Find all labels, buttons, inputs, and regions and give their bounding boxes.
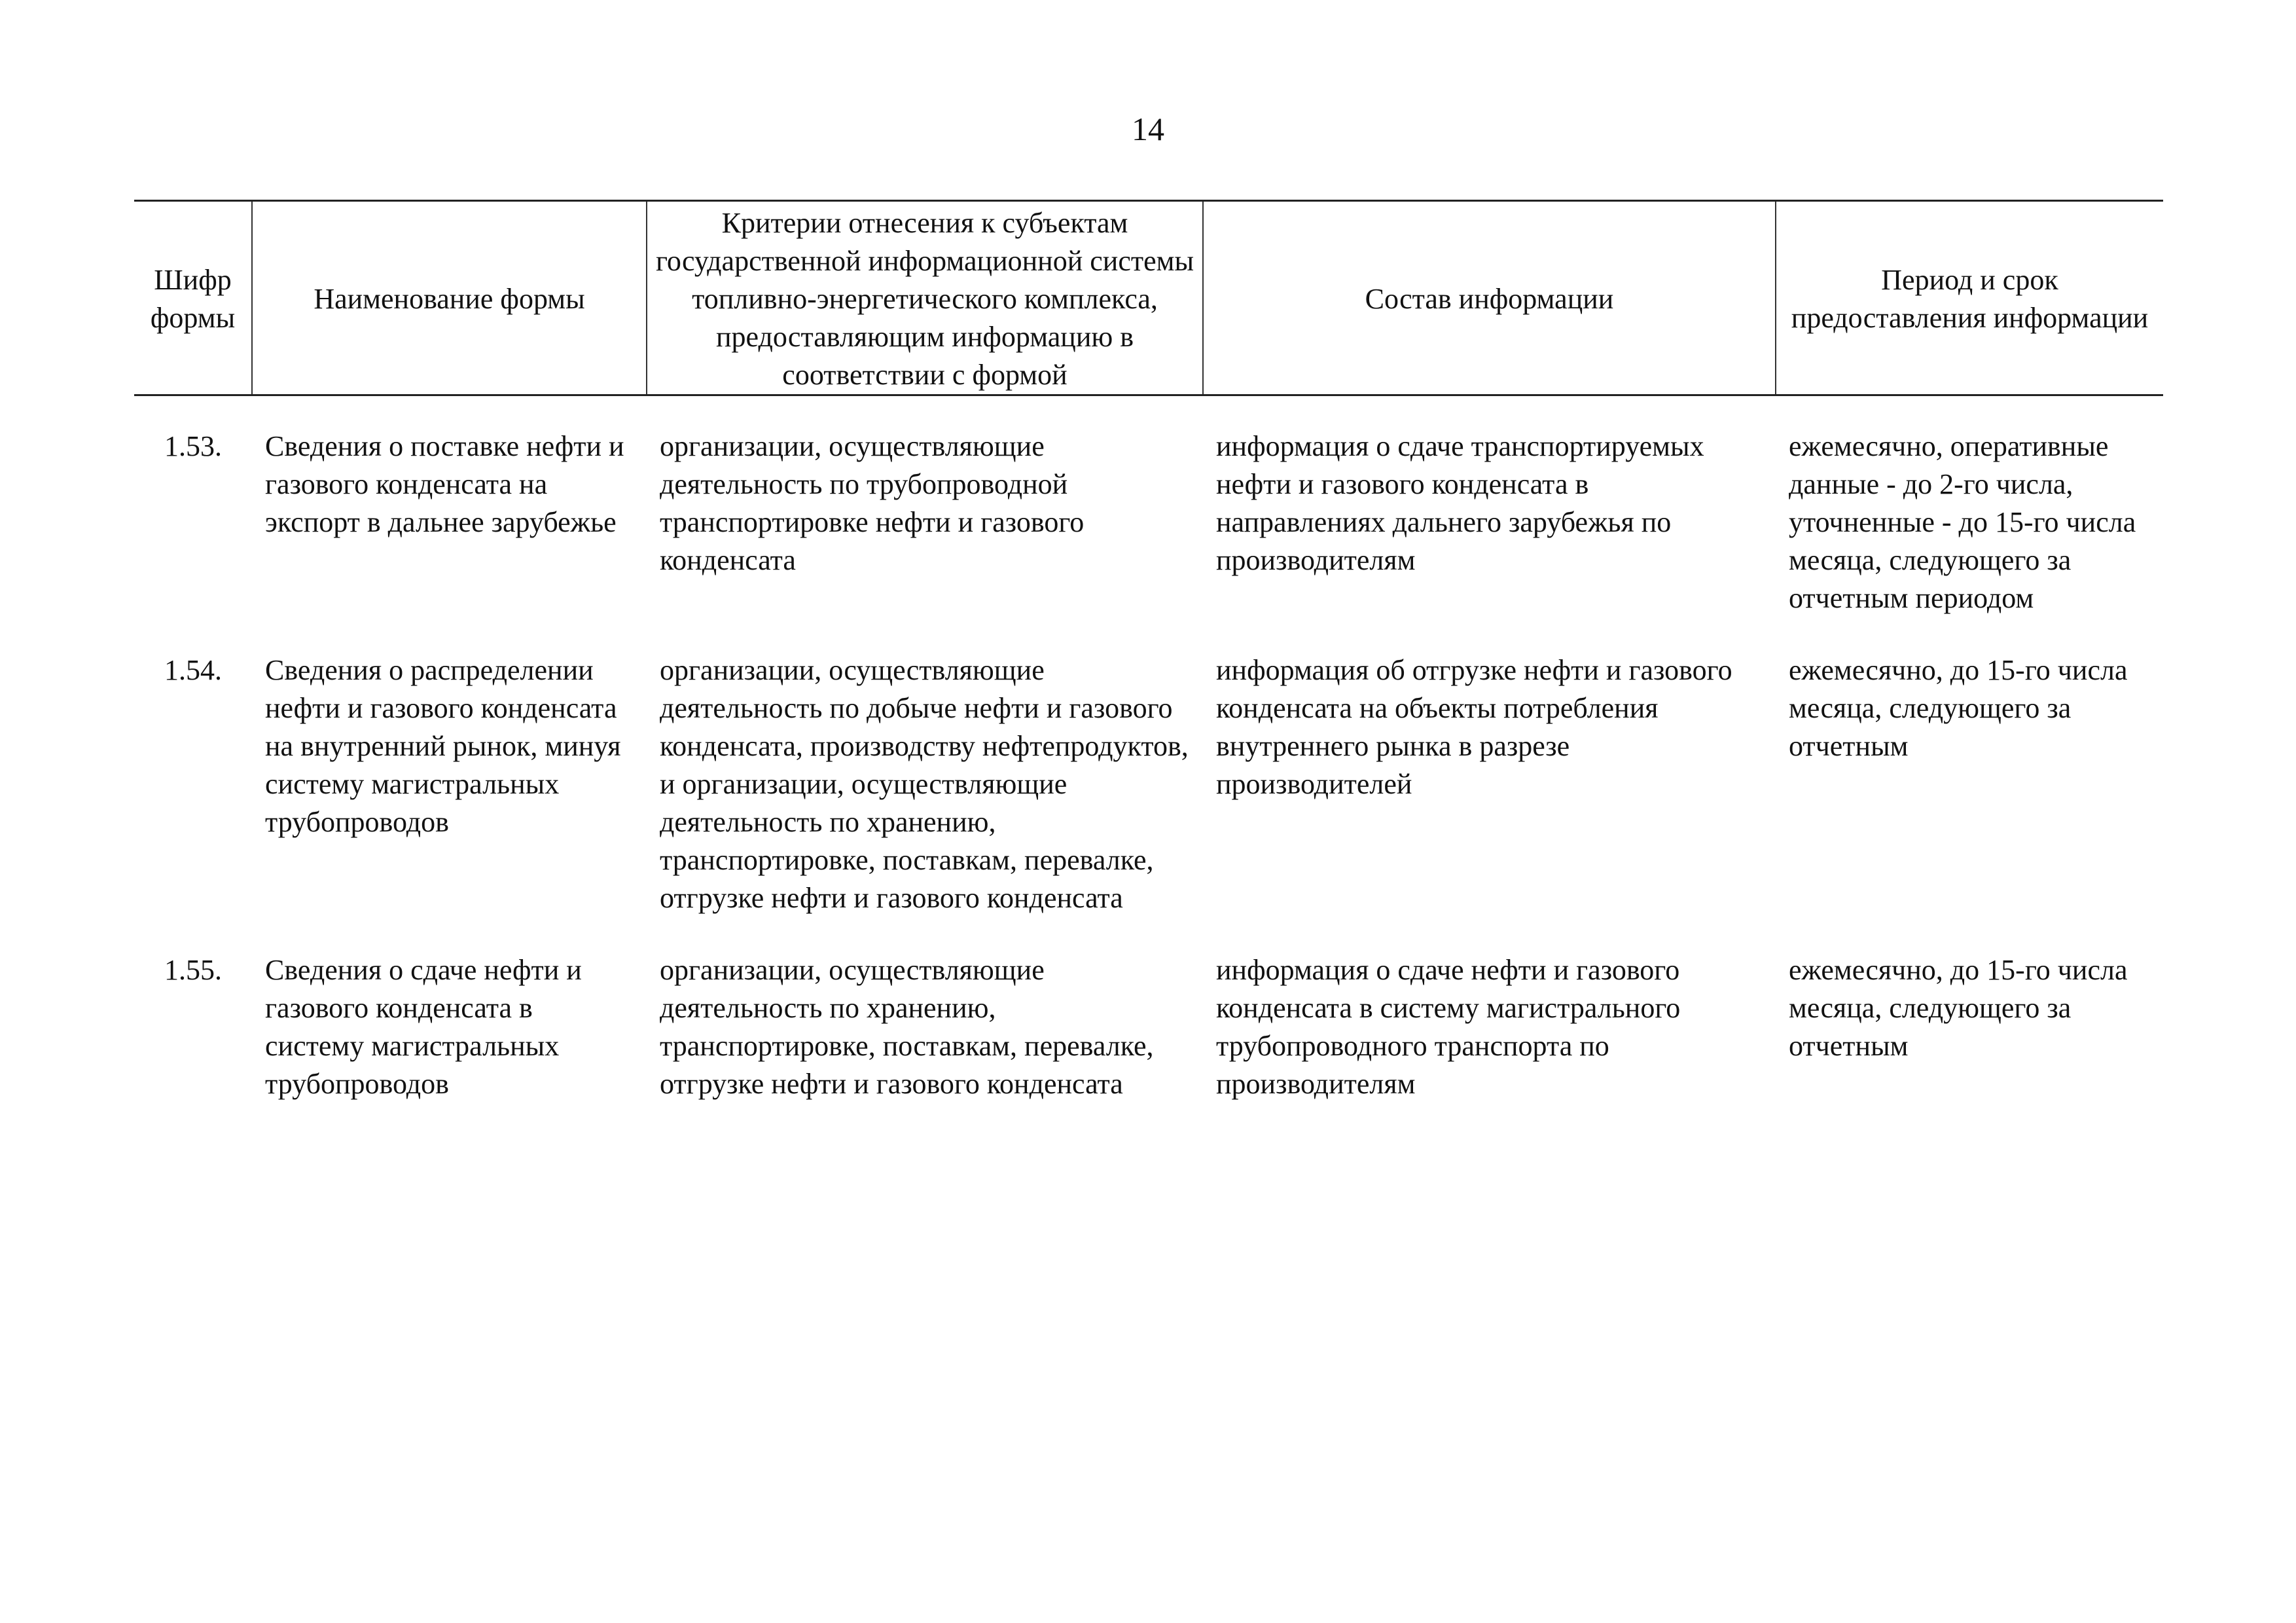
- header-code: Шифр формы: [134, 201, 252, 395]
- row-code: 1.54.: [164, 654, 222, 686]
- table-header: [134, 201, 2163, 395]
- header-row: [134, 201, 2163, 395]
- table-row: [134, 428, 2163, 617]
- header-info-composition: Состав информации: [1203, 201, 1776, 395]
- row-form-name: Сведения о сдаче нефти и газового конденсата в систему магистральных трубопроводов: [265, 954, 582, 1100]
- row-period: ежемесячно, до 15-го числа месяца, следующего за отчетным: [1789, 654, 2128, 762]
- row-info: информация о сдаче транспортируемых нефти и газового конденсата в направлениях дальнего зарубежья по производителям: [1216, 430, 1704, 576]
- row-code: 1.55.: [164, 954, 222, 986]
- row-form-name: Сведения о распределении нефти и газового конденсата на внутренний рынок, минуя систему магистральных трубопроводов: [265, 654, 621, 838]
- row-criteria: организации, осуществляющие деятельность по добыче нефти и газового конденсата, производству нефтепродуктов, и организации, осуществляющие деятельность по хранению, транспортировке, поставкам, перевалке, отгрузке нефти и газового конденсата: [660, 654, 1189, 914]
- table-row: [134, 951, 2163, 1103]
- header-form-name: Наименование формы: [252, 201, 647, 395]
- row-info: информация об отгрузке нефти и газового конденсата на объекты потребления внутреннего рынка в разрезе производителей: [1216, 654, 1732, 800]
- row-criteria: организации, осуществляющие деятельность по трубопроводной транспортировке нефти и газового конденсата: [660, 430, 1085, 576]
- gap-row: [134, 917, 2163, 951]
- row-info: информация о сдаче нефти и газового конденсата в систему магистрального трубопроводного транспорта по производителям: [1216, 954, 1681, 1100]
- spacer-row: [134, 395, 2163, 428]
- row-form-name: Сведения о поставке нефти и газового конденсата на экспорт в дальнее зарубежье: [265, 430, 624, 538]
- table-row: [134, 651, 2163, 917]
- row-period: ежемесячно, до 15-го числа месяца, следующего за отчетным: [1789, 954, 2128, 1062]
- gap-row: [134, 617, 2163, 651]
- forms-table: [134, 200, 2163, 1103]
- header-period: Период и срок предоставления информации: [1776, 201, 2163, 395]
- row-period: ежемесячно, оперативные данные - до 2-го числа, уточненные - до 15-го числа месяца, следующего за отчетным периодом: [1789, 430, 2136, 614]
- row-code: 1.53.: [164, 430, 222, 462]
- header-criteria: Критерии отнесения к субъектам государственной информационной системы топливно-энергетического комплекса, предоставляющим информацию в соответствии с формой: [647, 201, 1203, 395]
- row-criteria: организации, осуществляющие деятельность по хранению, транспортировке, поставкам, перевалке, отгрузке нефти и газового конденсата: [660, 954, 1154, 1100]
- table-body: [134, 395, 2163, 1104]
- page-number: 14: [1132, 111, 1164, 147]
- forms-table-container: [134, 200, 2163, 1103]
